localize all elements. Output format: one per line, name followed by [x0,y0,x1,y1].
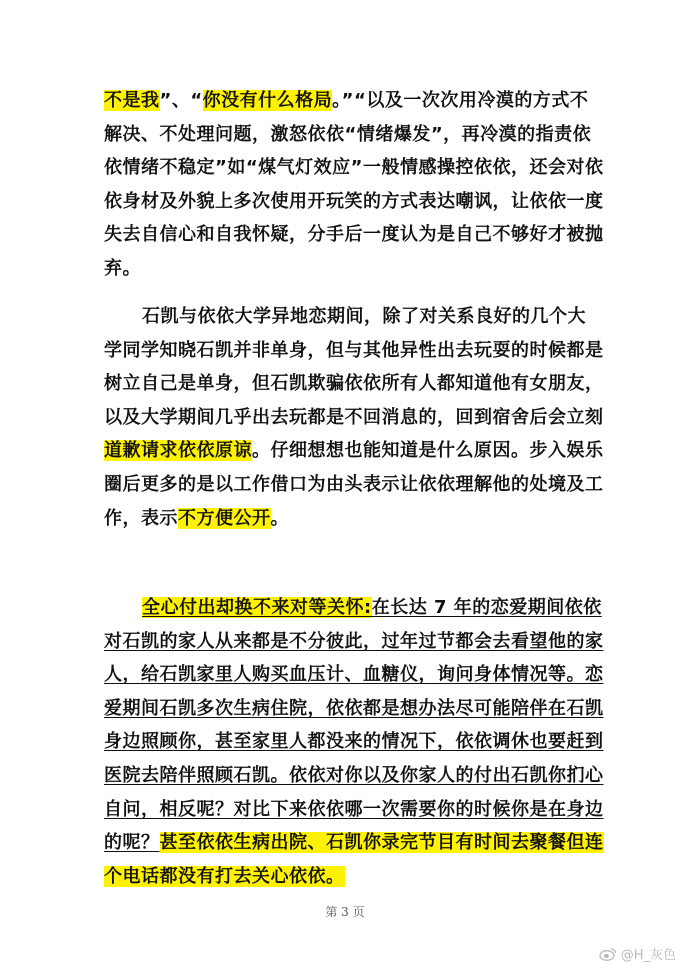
highlight-text: 道歉请求依依原谅 [104,440,252,462]
paragraph-2 [104,300,604,535]
highlight-text: 不是我 [104,90,160,111]
body-text: 。 [270,507,289,529]
weibo-icon [599,947,617,961]
watermark [599,944,676,963]
page-number: 第 3 页 [325,905,365,919]
body-text: 在长达 7 年的恋爱期间依依对石凯的家人从来都是不分彼此，过年过节都会去看望他的家人，给石凯家里人购买血压计、血糖仪，询问身体情况等。恋爱期间石凯多次生病住院，依依都是想办法尽可能陪伴在石凯身边照顾你，甚至家里人都没来的情况下，依依调休也要赶到医院去陪伴照顾石凯。依依对你以及你家人的付出石凯你扪心自问，相反呢？对比下来依依哪一次需要你的时候你是在身边的呢？ [104,597,604,854]
highlight-text: 甚至依依生病出院、石凯你录完节目有时间去聚餐但连个电话都没有打去关心依依。 [104,832,604,887]
paragraph-3 [104,591,604,893]
body-text: ”、“ [159,90,203,111]
highlight-text: 不方便公开 [178,507,271,529]
watermark-text: @H_灰色 [620,948,676,963]
paragraph-1 [104,84,604,286]
body-text: 。”“以及一次次用冷漠的方式不解决、不处理问题，激怒依依“情绪爆发”，再冷漠的指责依依情绪不稳定”如“煤气灯效应”一般情感操控依依，还会对依依身材及外貌上多次使用开玩笑的方式表达嘲讽，让依依一度失去自信心和自我怀疑，分手后一度认为是自己不够好才被抛弃。 [104,90,604,279]
body-text: 。仔细想想也能知道是什么原因。步入娱乐圈后更多的是以工作借口为由头表示让依依理解他的处境及工作，表示 [104,440,604,529]
highlight-text: 你没有什么格局 [202,90,333,111]
section-heading: 全心付出却换不来对等关怀: [142,597,372,618]
body-text: 石凯与依依大学异地恋期间，除了对关系良好的几个大学同学知晓石凯并非单身，但与其他异性出去玩耍的时候都是树立自己是单身，但石凯欺骗依依所有人都知道他有女朋友，以及大学期间几乎出去玩都是不回消息的，回到宿舍后会立刻 [104,306,604,428]
